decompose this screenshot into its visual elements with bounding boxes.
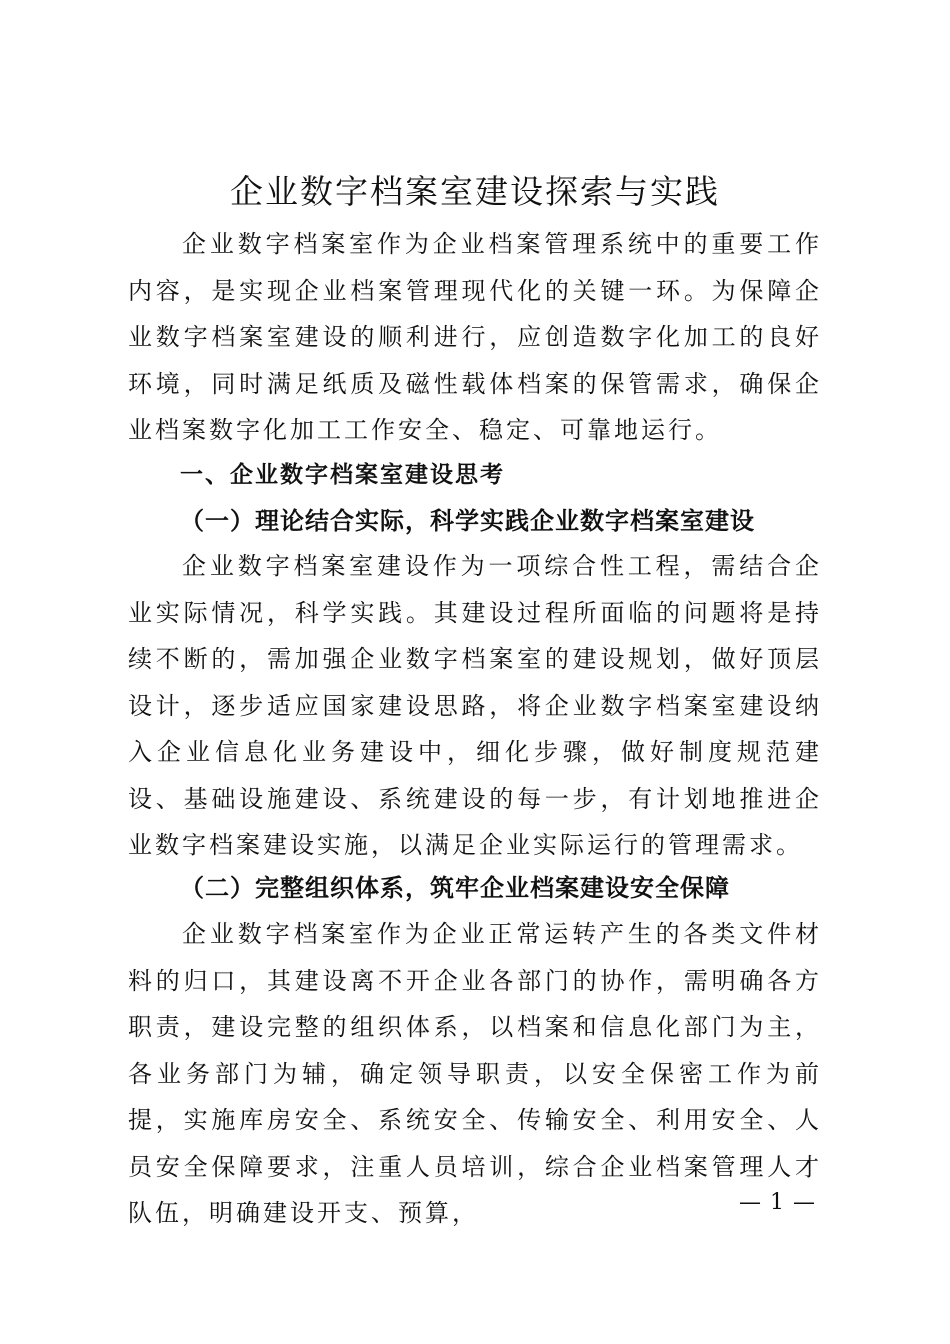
subsection-heading-1: （一）理论结合实际，科学实践企业数字档案室建设 (180, 506, 755, 535)
page-number: — 1 — (739, 1190, 816, 1215)
subsection-1-paragraph: 企业数字档案室建设作为一项综合性工程，需结合企业实际情况，科学实践。其建设过程所面临的问题将是持续不断的，需加强企业数字档案室的建设规划，做好顶层设计，逐步适应国家建设思路，将企业数字档案室建设纳入企业信息化业务建设中，细化步骤，做好制度规范建设、基础设施建设、系统建设的每一步，有计划地推进企业数字档案建设实施，以满足企业实际运行的管理需求。 (128, 552, 822, 859)
document-title: 企业数字档案室建设探索与实践 (230, 172, 720, 211)
intro-paragraph: 企业数字档案室作为企业档案管理系统中的重要工作内容，是实现企业档案管理现代化的关键一环。为保障企业数字档案室建设的顺利进行，应创造数字化加工的良好环境，同时满足纸质及磁性载体档案的保管需求，确保企业档案数字化加工工作安全、稳定、可靠地运行。 (128, 230, 822, 444)
subsection-2-paragraph: 企业数字档案室作为企业正常运转产生的各类文件材料的归口，其建设离不开企业各部门的协作，需明确各方职责，建设完整的组织体系，以档案和信息化部门为主，各业务部门为辅，确定领导职责，以安全保密工作为前提，实施库房安全、系统安全、传输安全、利用安全、人员安全保障要求，注重人员培训，综合企业档案管理人才队伍，明确建设开支、预算， (128, 920, 822, 1227)
section-heading-1: 一、企业数字档案室建设思考 (180, 462, 505, 488)
subsection-heading-2: （二）完整组织体系，筑牢企业档案建设安全保障 (180, 873, 730, 902)
